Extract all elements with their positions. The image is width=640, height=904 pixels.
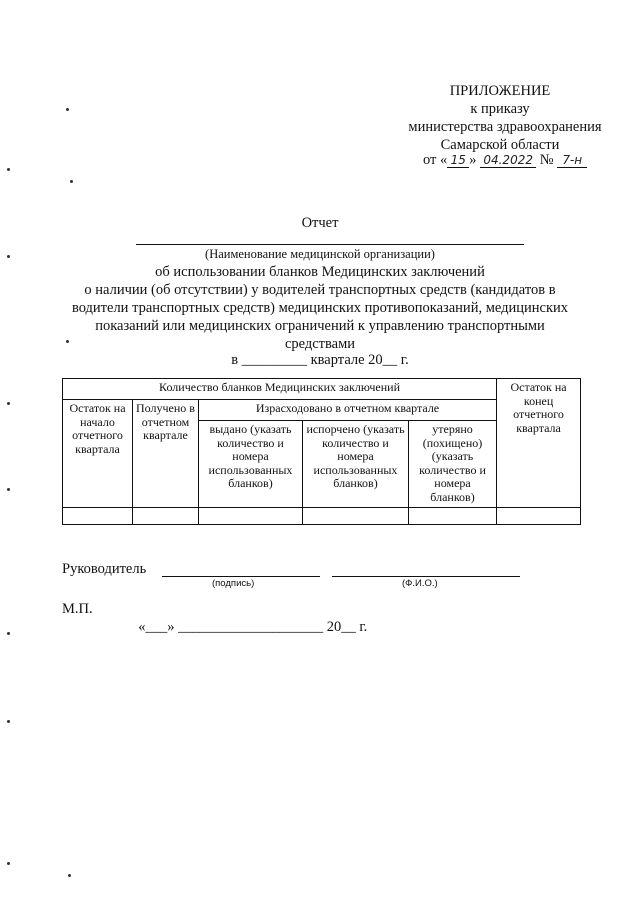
appendix-title — [400, 82, 600, 101]
description-line: показаний или медицинских ограничений к управлению транспортными — [95, 318, 545, 334]
table-header-row — [63, 379, 581, 400]
report-period — [0, 351, 640, 369]
table-cell[interactable] — [409, 508, 497, 525]
org-caption-text: (Наименование медицинской организации) — [205, 247, 435, 261]
head-label-text: Руководитель — [62, 561, 147, 577]
description-line: средствами — [284, 336, 356, 352]
description-line: водители транспортных средств) медицинских противопоказаний, медицинских — [71, 300, 569, 316]
col-spent-header: Израсходовано в отчетном квартале — [199, 400, 497, 421]
ministry-name — [390, 118, 620, 137]
org-caption — [0, 247, 640, 262]
order-number: 7-н — [557, 153, 587, 168]
signature-line — [162, 576, 320, 577]
region-line: Самарской области — [440, 137, 560, 153]
date-prefix: от « — [423, 152, 448, 168]
seal-label-text: М.П. — [62, 601, 93, 617]
name-caption — [402, 578, 438, 589]
col-end-header: Остаток на конец отчетного квартала — [497, 379, 581, 508]
order-month-year: 04.2022 — [480, 153, 536, 168]
table-cell[interactable] — [199, 508, 303, 525]
description-line: об использовании бланков Медицинских заключений — [155, 264, 485, 280]
col-lost-header: утеряно (похищено) (указать количество и номера бланков) — [409, 421, 497, 508]
sign-caption — [212, 578, 254, 589]
ministry-line: министерства здравоохранения — [408, 119, 602, 135]
name-caption-text: (Ф.И.О.) — [402, 578, 438, 589]
table-row — [63, 508, 581, 525]
report-description — [0, 263, 640, 353]
report-title-text: Отчет — [301, 215, 339, 231]
scan-speck — [7, 862, 10, 865]
period-prefix: в — [231, 352, 239, 368]
head-label — [62, 560, 146, 578]
scan-speck — [7, 632, 10, 635]
col-received-header: Получено в отчетном квартале — [133, 400, 199, 508]
table-cell[interactable] — [133, 508, 199, 525]
col-start-header: Остаток на начало отчетного квартала — [63, 400, 133, 508]
sign-date-line — [131, 600, 367, 636]
org-name-blank — [136, 244, 524, 245]
order-day: 15 — [447, 153, 469, 168]
scan-speck — [7, 720, 10, 723]
report-title — [0, 214, 640, 232]
col-spoiled-header: испорчено (указать количество и номера использованных бланков) — [303, 421, 409, 508]
scan-speck — [7, 488, 10, 491]
description-line: о наличии (об отсутствии) у водителей транспортных средств (кандидатов в — [84, 282, 556, 298]
col-issued-header: выдано (указать количество и номера использованных бланков) — [199, 421, 303, 508]
scan-speck — [7, 168, 10, 171]
sign-caption-text: (подпись) — [212, 578, 255, 589]
order-reference — [400, 100, 600, 119]
scan-speck — [66, 108, 69, 111]
seal-label — [62, 600, 93, 618]
blanks-report-table — [62, 378, 581, 525]
scan-speck — [68, 874, 71, 877]
scan-speck — [7, 402, 10, 405]
table-cell[interactable] — [303, 508, 409, 525]
scan-speck — [66, 340, 69, 343]
number-sign: № — [539, 152, 554, 168]
sign-date-text: «___» ____________________ 20__ г. — [138, 619, 368, 635]
group-header-cell: Количество бланков Медицинских заключений — [63, 379, 497, 400]
order-ref-line: к приказу — [470, 101, 530, 117]
table-cell[interactable] — [63, 508, 133, 525]
table-cell[interactable] — [497, 508, 581, 525]
scan-speck — [7, 255, 10, 258]
appendix-title-text: ПРИЛОЖЕНИЕ — [449, 83, 551, 99]
date-mid: » — [469, 152, 477, 168]
period-text: квартале 20__ г. — [310, 352, 409, 368]
full-name-line — [332, 576, 520, 577]
order-date-line — [423, 152, 613, 174]
scan-speck — [70, 180, 73, 183]
period-blank: _________ — [241, 352, 307, 368]
